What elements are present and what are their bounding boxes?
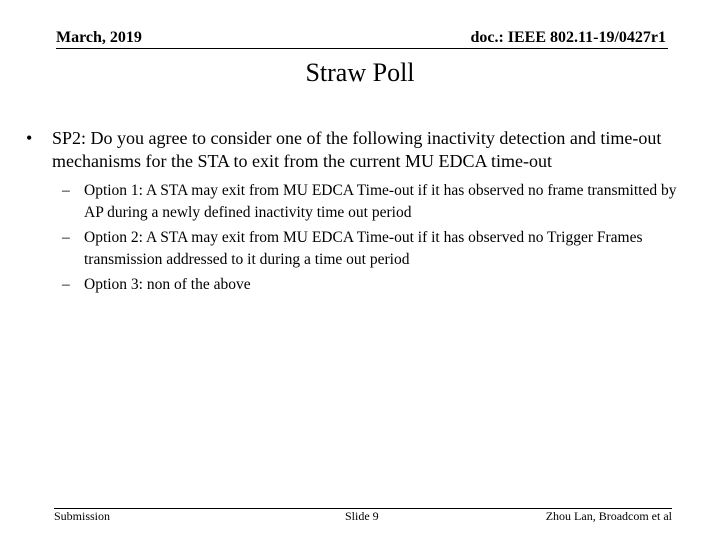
option-item-2 bbox=[62, 227, 694, 270]
option-item-1 bbox=[62, 180, 694, 223]
header-date: March, 2019 bbox=[56, 29, 142, 46]
header-doc-id: doc.: IEEE 802.11-19/0427r1 bbox=[470, 29, 666, 46]
dash-marker: – bbox=[62, 276, 70, 293]
header-rule bbox=[56, 48, 668, 49]
option-item-3 bbox=[62, 274, 694, 296]
dash-marker: – bbox=[62, 229, 70, 246]
option-list bbox=[62, 180, 694, 300]
footer-author: Zhou Lan, Broadcom et al bbox=[545, 509, 672, 523]
footer-slide-number: Slide 9 bbox=[345, 509, 379, 523]
bullet-marker: • bbox=[26, 128, 33, 148]
slide-title: Straw Poll bbox=[305, 58, 415, 87]
dash-marker: – bbox=[62, 182, 70, 199]
option-text-1: Option 1: A STA may exit from MU EDCA Time-out if it has observed no frame transmitted by AP during a newly defined inactivity time out period bbox=[84, 182, 677, 221]
option-text-3: Option 3: non of the above bbox=[84, 276, 251, 293]
option-text-2: Option 2: A STA may exit from MU EDCA Time-out if it has observed no Trigger Frames transmission addressed to it during a time out period bbox=[84, 229, 643, 268]
main-bullet bbox=[26, 127, 696, 173]
footer-submission: Submission bbox=[54, 509, 111, 523]
main-bullet-text: SP2: Do you agree to consider one of the following inactivity detection and time-out mechanisms for the STA to exit from the current MU EDCA time-out bbox=[52, 128, 662, 171]
